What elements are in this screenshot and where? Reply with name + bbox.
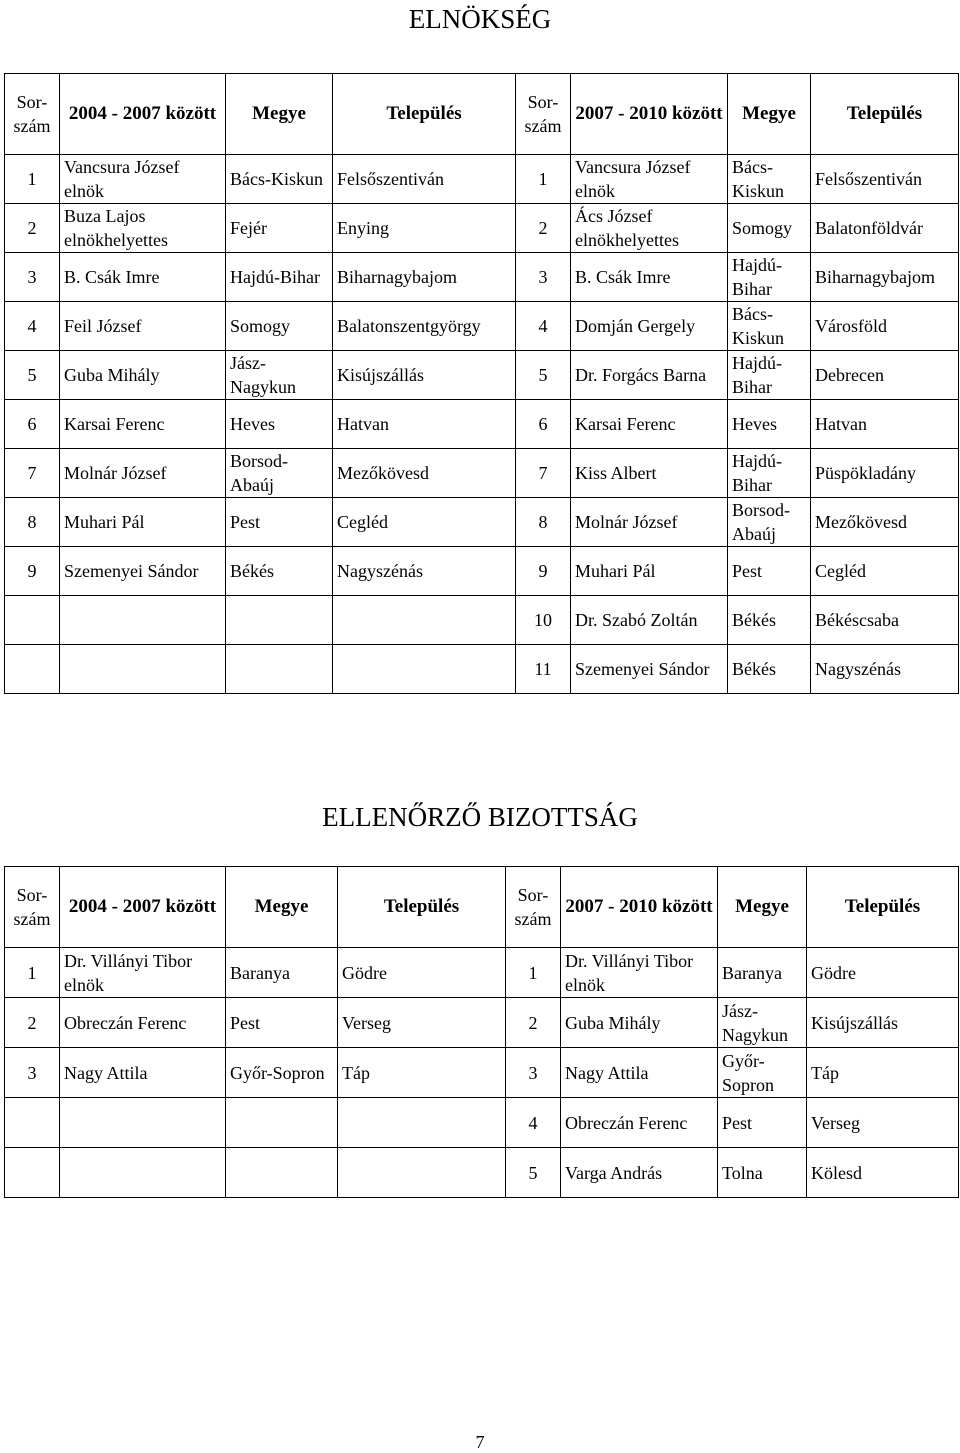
name-cell-a: Guba Mihály [60, 351, 226, 400]
sorszam-cell-b: 1 [506, 948, 561, 998]
header-telepules-b: Település [811, 74, 959, 155]
header-telepules-b: Település [807, 867, 959, 948]
table-row [5, 155, 959, 204]
name-cell-b: Dr. Villányi Tibor elnök [561, 948, 718, 998]
telepules-cell-b: Nagyszénás [811, 645, 959, 694]
sorszam-cell-a: 5 [5, 351, 60, 400]
sorszam-cell-b: 5 [506, 1148, 561, 1198]
sorszam-cell-b: 8 [516, 498, 571, 547]
name-cell-b: Guba Mihály [561, 998, 718, 1048]
megye-cell-a: Borsod-Abaúj [226, 449, 333, 498]
megye-cell-b: Baranya [718, 948, 807, 998]
empty-cell [226, 645, 333, 694]
ellenorzo-table [4, 866, 959, 1198]
telepules-cell-b: Balatonföldvár [811, 204, 959, 253]
megye-cell-a: Győr-Sopron [226, 1048, 338, 1098]
name-cell-a: Karsai Ferenc [60, 400, 226, 449]
table-row [5, 400, 959, 449]
header-sorszam-a: Sor-szám [5, 867, 60, 948]
telepules-cell-b: Püspökladány [811, 449, 959, 498]
telepules-cell-b: Felsőszentiván [811, 155, 959, 204]
name-cell-a: Obreczán Ferenc [60, 998, 226, 1048]
megye-cell-a: Fejér [226, 204, 333, 253]
megye-cell-a: Pest [226, 998, 338, 1048]
header-megye-a: Megye [226, 867, 338, 948]
empty-cell [5, 1098, 60, 1148]
name-cell-b: Obreczán Ferenc [561, 1098, 718, 1148]
name-cell-b: Muhari Pál [571, 547, 728, 596]
sorszam-cell-a: 1 [5, 948, 60, 998]
megye-cell-a: Jász-Nagykun [226, 351, 333, 400]
megye-cell-a: Bács-Kiskun [226, 155, 333, 204]
telepules-cell-a: Cegléd [333, 498, 516, 547]
name-cell-b: Domján Gergely [571, 302, 728, 351]
telepules-cell-a: Hatvan [333, 400, 516, 449]
megye-cell-b: Győr-Sopron [718, 1048, 807, 1098]
megye-cell-b: Hajdú-Bihar [728, 351, 811, 400]
table-row [5, 1098, 959, 1148]
name-cell-a: Dr. Villányi Tibor elnök [60, 948, 226, 998]
sorszam-cell-b: 10 [516, 596, 571, 645]
telepules-cell-b: Gödre [807, 948, 959, 998]
telepules-cell-b: Mezőkövesd [811, 498, 959, 547]
sorszam-cell-b: 3 [506, 1048, 561, 1098]
telepules-cell-a: Verseg [338, 998, 506, 1048]
table-row [5, 253, 959, 302]
telepules-cell-b: Békéscsaba [811, 596, 959, 645]
sorszam-cell-a: 1 [5, 155, 60, 204]
megye-cell-b: Hajdú-Bihar [728, 253, 811, 302]
sorszam-cell-b: 4 [516, 302, 571, 351]
header-period-b: 2007 - 2010 között [571, 74, 728, 155]
name-cell-a: Feil József [60, 302, 226, 351]
name-cell-b: Karsai Ferenc [571, 400, 728, 449]
telepules-cell-b: Debrecen [811, 351, 959, 400]
name-cell-b: B. Csák Imre [571, 253, 728, 302]
telepules-cell-a: Biharnagybajom [333, 253, 516, 302]
name-cell-b: Molnár József [571, 498, 728, 547]
name-cell-a: Szemenyei Sándor [60, 547, 226, 596]
name-cell-b: Nagy Attila [561, 1048, 718, 1098]
name-cell-a: Muhari Pál [60, 498, 226, 547]
table-row [5, 449, 959, 498]
sorszam-cell-b: 4 [506, 1098, 561, 1148]
megye-cell-a: Hajdú-Bihar [226, 253, 333, 302]
sorszam-cell-a: 6 [5, 400, 60, 449]
telepules-cell-b: Táp [807, 1048, 959, 1098]
sorszam-cell-a: 4 [5, 302, 60, 351]
table-row [5, 596, 959, 645]
name-cell-a: Vancsura József elnök [60, 155, 226, 204]
sorszam-cell-a: 2 [5, 998, 60, 1048]
header-sorszam-b: Sor-szám [516, 74, 571, 155]
sorszam-cell-a: 3 [5, 1048, 60, 1098]
sorszam-cell-b: 2 [516, 204, 571, 253]
name-cell-a: Molnár József [60, 449, 226, 498]
telepules-cell-a: Gödre [338, 948, 506, 998]
telepules-cell-a: Nagyszénás [333, 547, 516, 596]
megye-cell-a: Békés [226, 547, 333, 596]
name-cell-b: Ács József elnökhelyettes [571, 204, 728, 253]
empty-cell [60, 1098, 226, 1148]
name-cell-b: Varga András [561, 1148, 718, 1198]
header-megye-b: Megye [728, 74, 811, 155]
sorszam-cell-b: 3 [516, 253, 571, 302]
megye-cell-b: Heves [728, 400, 811, 449]
telepules-cell-b: Kölesd [807, 1148, 959, 1198]
table-row [5, 645, 959, 694]
empty-cell [60, 645, 226, 694]
name-cell-a: Buza Lajos elnökhelyettes [60, 204, 226, 253]
empty-cell [226, 1148, 338, 1198]
header-sorszam-b: Sor-szám [506, 867, 561, 948]
sorszam-cell-b: 9 [516, 547, 571, 596]
sorszam-cell-a: 2 [5, 204, 60, 253]
table-row [5, 302, 959, 351]
name-cell-b: Kiss Albert [571, 449, 728, 498]
name-cell-a: B. Csák Imre [60, 253, 226, 302]
sorszam-cell-b: 7 [516, 449, 571, 498]
table-row [5, 204, 959, 253]
sorszam-cell-b: 2 [506, 998, 561, 1048]
page-number: 7 [475, 1432, 485, 1452]
sorszam-cell-b: 11 [516, 645, 571, 694]
empty-cell [60, 596, 226, 645]
name-cell-b: Dr. Szabó Zoltán [571, 596, 728, 645]
sorszam-cell-b: 1 [516, 155, 571, 204]
telepules-cell-b: Hatvan [811, 400, 959, 449]
empty-cell [5, 645, 60, 694]
megye-cell-b: Borsod-Abaúj [728, 498, 811, 547]
megye-cell-a: Somogy [226, 302, 333, 351]
telepules-cell-b: Biharnagybajom [811, 253, 959, 302]
table-row [5, 498, 959, 547]
empty-cell [226, 596, 333, 645]
header-megye-a: Megye [226, 74, 333, 155]
empty-cell [338, 1148, 506, 1198]
empty-cell [333, 645, 516, 694]
megye-cell-b: Somogy [728, 204, 811, 253]
megye-cell-b: Tolna [718, 1148, 807, 1198]
sorszam-cell-a: 3 [5, 253, 60, 302]
megye-cell-a: Pest [226, 498, 333, 547]
megye-cell-a: Baranya [226, 948, 338, 998]
empty-cell [333, 596, 516, 645]
elnokseg-table [4, 73, 959, 694]
megye-cell-a: Heves [226, 400, 333, 449]
header-sorszam-a: Sor-szám [5, 74, 60, 155]
header-telepules-a: Település [333, 74, 516, 155]
empty-cell [60, 1148, 226, 1198]
name-cell-b: Szemenyei Sándor [571, 645, 728, 694]
header-row [5, 74, 959, 155]
section-title-ellenorzo: ELLENŐRZŐ BIZOTTSÁG [322, 802, 638, 832]
megye-cell-b: Bács-Kiskun [728, 155, 811, 204]
table-row [5, 998, 959, 1048]
telepules-cell-a: Enying [333, 204, 516, 253]
section-title-elnokseg: ELNÖKSÉG [408, 4, 552, 34]
empty-cell [5, 1148, 60, 1198]
telepules-cell-b: Cegléd [811, 547, 959, 596]
empty-cell [5, 596, 60, 645]
header-period-a: 2004 - 2007 között [60, 74, 226, 155]
telepules-cell-a: Balatonszentgyörgy [333, 302, 516, 351]
megye-cell-b: Jász-Nagykun [718, 998, 807, 1048]
megye-cell-b: Bács-Kiskun [728, 302, 811, 351]
telepules-cell-a: Felsőszentiván [333, 155, 516, 204]
megye-cell-b: Békés [728, 596, 811, 645]
megye-cell-b: Pest [718, 1098, 807, 1148]
empty-cell [338, 1098, 506, 1148]
table-row [5, 351, 959, 400]
name-cell-b: Dr. Forgács Barna [571, 351, 728, 400]
telepules-cell-b: Verseg [807, 1098, 959, 1148]
name-cell-a: Nagy Attila [60, 1048, 226, 1098]
telepules-cell-a: Mezőkövesd [333, 449, 516, 498]
sorszam-cell-a: 9 [5, 547, 60, 596]
sorszam-cell-a: 8 [5, 498, 60, 547]
sorszam-cell-a: 7 [5, 449, 60, 498]
header-row [5, 867, 959, 948]
telepules-cell-b: Városföld [811, 302, 959, 351]
header-telepules-a: Település [338, 867, 506, 948]
name-cell-b: Vancsura József elnök [571, 155, 728, 204]
telepules-cell-a: Táp [338, 1048, 506, 1098]
sorszam-cell-b: 5 [516, 351, 571, 400]
table-row [5, 948, 959, 998]
table-row [5, 547, 959, 596]
megye-cell-b: Békés [728, 645, 811, 694]
megye-cell-b: Hajdú-Bihar [728, 449, 811, 498]
empty-cell [226, 1098, 338, 1148]
header-period-b: 2007 - 2010 között [561, 867, 718, 948]
telepules-cell-b: Kisújszállás [807, 998, 959, 1048]
megye-cell-b: Pest [728, 547, 811, 596]
table-row [5, 1148, 959, 1198]
header-megye-b: Megye [718, 867, 807, 948]
sorszam-cell-b: 6 [516, 400, 571, 449]
telepules-cell-a: Kisújszállás [333, 351, 516, 400]
header-period-a: 2004 - 2007 között [60, 867, 226, 948]
table-row [5, 1048, 959, 1098]
